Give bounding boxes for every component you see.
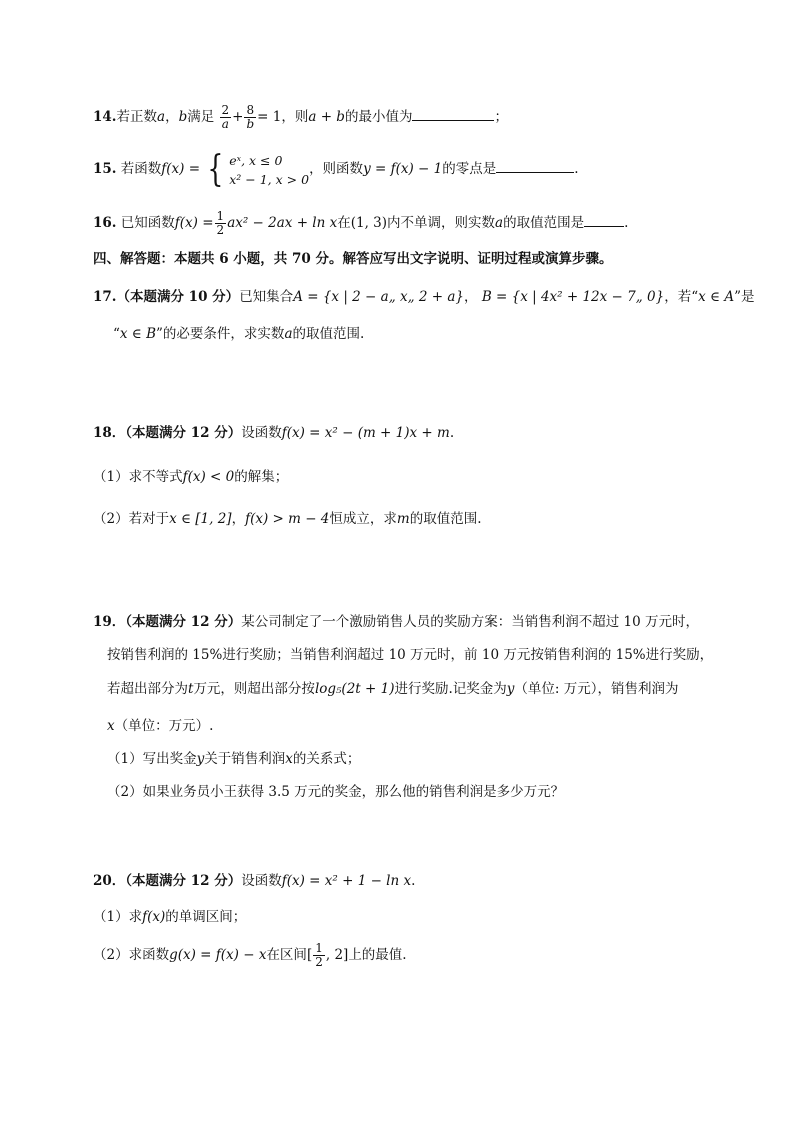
question-17: 17.（本题满分 10 分）已知集合A = {x | 2 − a„ x„ 2 + a}， B = {x | 4x² + 12x − 7„ 0}，若“x ∈ A”是 bbox=[93, 289, 755, 305]
question-15: 15. 若函数f(x) = { eˣ, x ≤ 0 x² − 1, x > 0 ，则函数y = f(x) − 1的零点是 . bbox=[93, 148, 579, 190]
question-19: 19．（本题满分 12 分）某公司制定了一个激励销售人员的奖励方案：当销售利润不超过 10 万元时， bbox=[93, 614, 699, 630]
answer-blank bbox=[496, 158, 574, 173]
question-number: 16. bbox=[93, 215, 117, 231]
piecewise-definition: { eˣ, x ≤ 0 x² − 1, x > 0 bbox=[207, 148, 310, 190]
question-number: 17.（本题满分 10 分） bbox=[93, 289, 240, 305]
question-18-part-2: （2）若对于x ∈ [1, 2]，f(x) > m − 4恒成立，求m的取值范围. bbox=[93, 511, 482, 527]
section-heading: 四、解答题：本题共 6 小题，共 70 分。解答应写出文字说明、证明过程或演算步骤。 bbox=[93, 251, 613, 267]
question-20-part-2: （2）求函数g(x) = f(x) − x在区间[ $\frac{1}{2}$ , 2]上的最值. bbox=[93, 941, 407, 969]
answer-blank bbox=[584, 212, 624, 227]
answer-blank bbox=[412, 106, 494, 121]
fraction: $\frac{1}{2}$ bbox=[216, 209, 225, 237]
question-18-part-1: （1）求不等式f(x) < 0的解集； bbox=[93, 469, 289, 485]
question-17-cont: “x ∈ B”的必要条件，求实数a的取值范围. bbox=[113, 326, 365, 342]
question-20: 20．（本题满分 12 分）设函数f(x) = x² + 1 − ln x. bbox=[93, 873, 416, 889]
question-19-part-1: （1）写出奖金y关于销售利润x的关系式； bbox=[107, 751, 361, 767]
question-16: 16. 已知函数f(x) = $\frac{1}{2}$ ax² − 2ax + ln x在(1, 3)内不单调，则实数a的取值范围是 . bbox=[93, 209, 629, 237]
question-19-part-2: （2）如果业务员小王获得 3.5 万元的奖金，那么他的销售利润是多少万元？ bbox=[107, 784, 565, 800]
question-number: 20．（本题满分 12 分） bbox=[93, 873, 242, 889]
fraction: $\frac{8}{b}$ bbox=[246, 103, 255, 131]
fraction: $\frac{1}{2}$ bbox=[315, 941, 323, 969]
question-number: 15. bbox=[93, 161, 117, 177]
question-number: 14. bbox=[93, 109, 117, 125]
question-19-line-2: 按销售利润的 15%进行奖励；当销售利润超过 10 万元时，前 10 万元按销售利润的 15%进行奖励， bbox=[107, 647, 714, 663]
question-number: 19．（本题满分 12 分） bbox=[93, 614, 242, 630]
fraction: $\frac{2}{a}$ bbox=[221, 103, 230, 131]
question-number: 18．（本题满分 12 分） bbox=[93, 425, 242, 441]
question-18: 18．（本题满分 12 分）设函数f(x) = x² − (m + 1)x + m. bbox=[93, 425, 455, 441]
question-14: 14.若正数a，b满足 $\frac{2}{a}$ + $\frac{8}{b}$ = 1，则a + b的最小值为 ； bbox=[93, 103, 508, 131]
question-19-line-3: 若超出部分为t万元，则超出部分按log₅(2t + 1)进行奖励.记奖金为y（单位: 万元），销售利润为 bbox=[107, 681, 679, 697]
question-20-part-1: （1）求f(x)的单调区间； bbox=[93, 909, 247, 925]
question-19-line-4: x（单位：万元）. bbox=[107, 718, 214, 734]
